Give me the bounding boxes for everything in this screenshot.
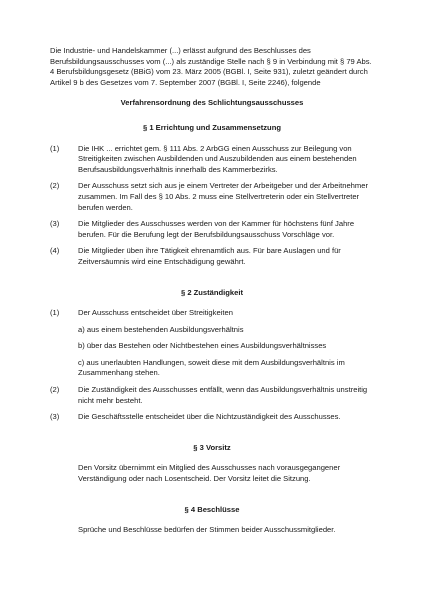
item-number: (4) [50,246,60,256]
item-number: (3) [50,412,60,422]
item-number: (2) [50,181,60,191]
section-1-item-2 [50,181,374,213]
section-2-subitem-c: c) aus unerlaubten Handlungen, soweit diese mit dem Ausbildungsverhältnis im Zusammenhang stehen. [78,357,345,378]
section-4-text: Sprüche und Beschlüsse bedürfen der Stimmen beider Ausschussmitglieder. [78,525,336,535]
document-title: Verfahrensordnung des Schlichtungsausschusses [120,98,304,108]
item-number: (1) [50,308,60,318]
item-text: Die Zuständigkeit des Ausschusses entfällt, wenn das Ausbildungsverhältnis unstreitig nicht mehr besteht. [78,385,368,405]
item-text: Der Ausschuss entscheidet über Streitigkeiten [78,308,233,318]
item-text: Die Geschäftsstelle entscheidet über die Nichtzuständigkeit des Ausschusses. [78,412,341,422]
item-text: Die IHK ... errichtet gem. § 111 Abs. 2 ArbGG einen Ausschuss zur Beilegung von Streitigkeiten zwischen Ausbildenden und Auszubildenden aus einem bestehenden Berufsausbildungsverhältnis innerhalb des Kammerbezirks. [78,143,357,174]
item-text: Die Mitglieder des Ausschusses werden von der Kammer für höchstens fünf Jahre berufen. Für die Berufung legt der Berufsbildungsausschuss Vorschläge vor. [78,219,355,239]
section-2-item-1 [50,308,374,319]
item-number: (2) [50,385,60,395]
section-2-item-2 [50,385,374,406]
section-1-item-1 [50,144,374,176]
section-1-item-4 [50,246,374,267]
section-3-text: Den Vorsitz übernimmt ein Mitglied des Ausschusses nach vorausgegangener Verständigung oder nach Losentscheid. Der Vorsitz leitet die Sitzung. [78,463,341,484]
section-2-subitem-b: b) über das Bestehen oder Nichtbestehen eines Ausbildungsverhältnisses [78,341,327,351]
section-1-item-3 [50,219,374,240]
section-1-heading: § 1 Errichtung und Zusammensetzung [143,122,281,132]
item-text: Der Ausschuss setzt sich aus je einem Vertreter der Arbeitgeber und der Arbeitnehmer zusammen. Im Fall des § 10 Abs. 2 muss eine Stellvertreterin oder ein Stellvertreter berufen werden. [78,181,368,212]
intro-paragraph: Die Industrie- und Handelskammer (...) erlässt aufgrund des Beschlusses des Berufsbildungsausschusses vom (...) als zuständige Stelle nach § 9 in Verbindung mit § 79 Abs. 4 Berufsbildungsgesetz (BBiG) vom 23. März 2005 (BGBl. I, Seite 931), zuletzt geändert durch Artikel 9 b des Gesetzes vom 7. September 2007 (BGBl. I, Seite 2246), folgende [50,46,372,87]
section-2-item-3 [50,412,374,423]
section-3-heading: § 3 Vorsitz [193,442,231,452]
item-number: (1) [50,143,60,153]
section-4-heading: § 4 Beschlüsse [184,504,240,514]
item-text: Die Mitglieder üben ihre Tätigkeit ehrenamtlich aus. Für bare Auslagen und für Zeitversäumnis wird eine Entschädigung gewährt. [78,246,341,266]
section-2-subitem-a: a) aus einem bestehenden Ausbildungsverhältnis [78,324,244,334]
item-number: (3) [50,219,60,229]
section-2-heading: § 2 Zuständigkeit [180,287,244,297]
